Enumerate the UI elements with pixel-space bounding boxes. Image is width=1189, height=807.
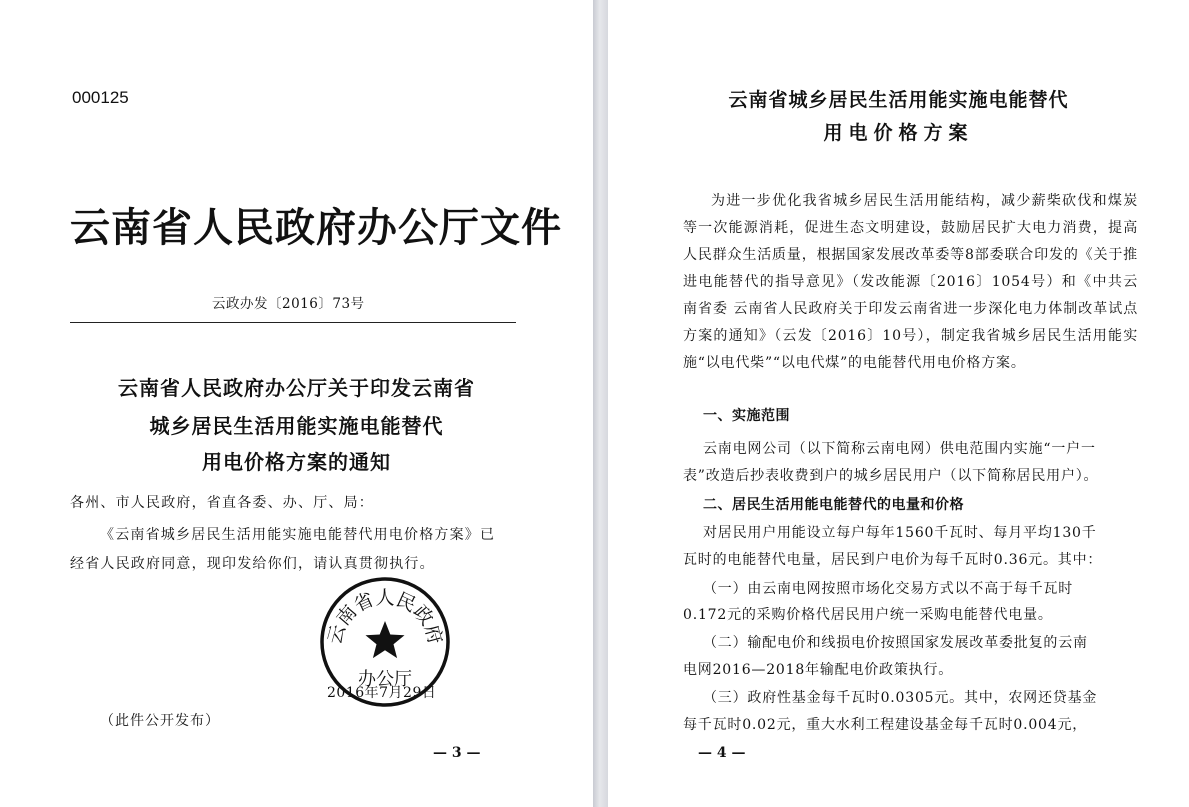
item-2-line-2: 电网2016—2018年输配电价政策执行。 [683,662,954,678]
body-line-2: 经省人民政府同意，现印发给你们，请认真贯彻执行。 [70,556,435,572]
section-1-heading: 一、实施范围 [703,408,790,424]
item-2-line-1: （二）输配电价和线损电价按照国家发展改革委批复的云南 [703,635,1088,651]
notice-title-line-1: 云南省人民政府办公厅关于印发云南省 [118,376,475,400]
notice-title-line-3: 用电价格方案的通知 [202,450,391,474]
seal-arc-text: 云南省人民政府 [323,586,447,647]
page-number-left: — 3 — [433,745,481,761]
notice-title-line-2: 城乡居民生活用能实施电能替代 [149,414,444,438]
plan-title-line-2: 用电价格方案 [823,122,974,144]
section-1-line-1: 云南电网公司（以下简称云南电网）供电范围内实施“一户一 [703,441,1096,457]
plan-title-line-1: 云南省城乡居民生活用能实施电能替代 [728,89,1069,111]
body-line-1: 《云南省城乡居民生活用能实施电能替代用电价格方案》已 [100,527,496,543]
header-rule [70,322,516,323]
item-3-line-1: （三）政府性基金每千瓦时0.0305元。其中，农网还贷基金 [703,690,1098,706]
file-number: 云政办发〔2016〕73号 [212,296,365,312]
page-gutter [593,0,608,807]
publish-note: （此件公开发布） [100,713,220,729]
item-1-line-2: 0.172元的采购价格代居民用户统一采购电能替代电量。 [683,607,1053,623]
issue-date: 2016年7月29日 [327,685,437,701]
section-2-line-2: 瓦时的电能替代电量，居民到户电价为每千瓦时0.36元。其中： [683,552,1103,568]
intro-paragraph: 为进一步优化我省城乡居民生活用能结构，减少薪柴砍伐和煤炭等一次能源消耗，促进生态文明建设，鼓励居民扩大电力消费，提高人民群众生活质量，根据国家发展改革委等8部委联合印发的《关于推进电能替代的指导意见》（发改能源〔2016〕1054号）和《中共云南省委 云南省人民政府关于印发云南省进一步深化电力体制改革试点方案的通知》（云发〔2016〕10号），制定我省城乡居民生活用能实施“以电代柴”“以电代煤”的电能替代用电价格方案。 [683,193,1138,371]
section-2-heading: 二、居民生活用能电能替代的电量和价格 [703,497,964,513]
document-number: 000125 [72,88,129,107]
header-title: 云南省人民政府办公厅文件 [70,204,562,251]
item-3-line-2: 每千瓦时0.02元，重大水利工程建设基金每千瓦时0.004元， [683,717,1088,733]
addressee: 各州、市人民政府，省直各委、办、厅、局： [70,495,374,511]
section-1-line-2: 表”改造后抄表收费到户的城乡居民用户（以下简称居民用户）。 [683,468,1099,484]
page-right [608,0,1189,807]
item-1-line-1: （一）由云南电网按照市场化交易方式以不高于每千瓦时 [703,581,1073,597]
section-2-line-1: 对居民用户用能设立每户每年1560千瓦时、每月平均130千 [703,525,1097,541]
seal-bottom-text: 办公厅 [358,669,412,690]
page-number-right: — 4 — [698,745,746,761]
page-left [0,0,593,807]
seal-star-icon [366,621,405,658]
